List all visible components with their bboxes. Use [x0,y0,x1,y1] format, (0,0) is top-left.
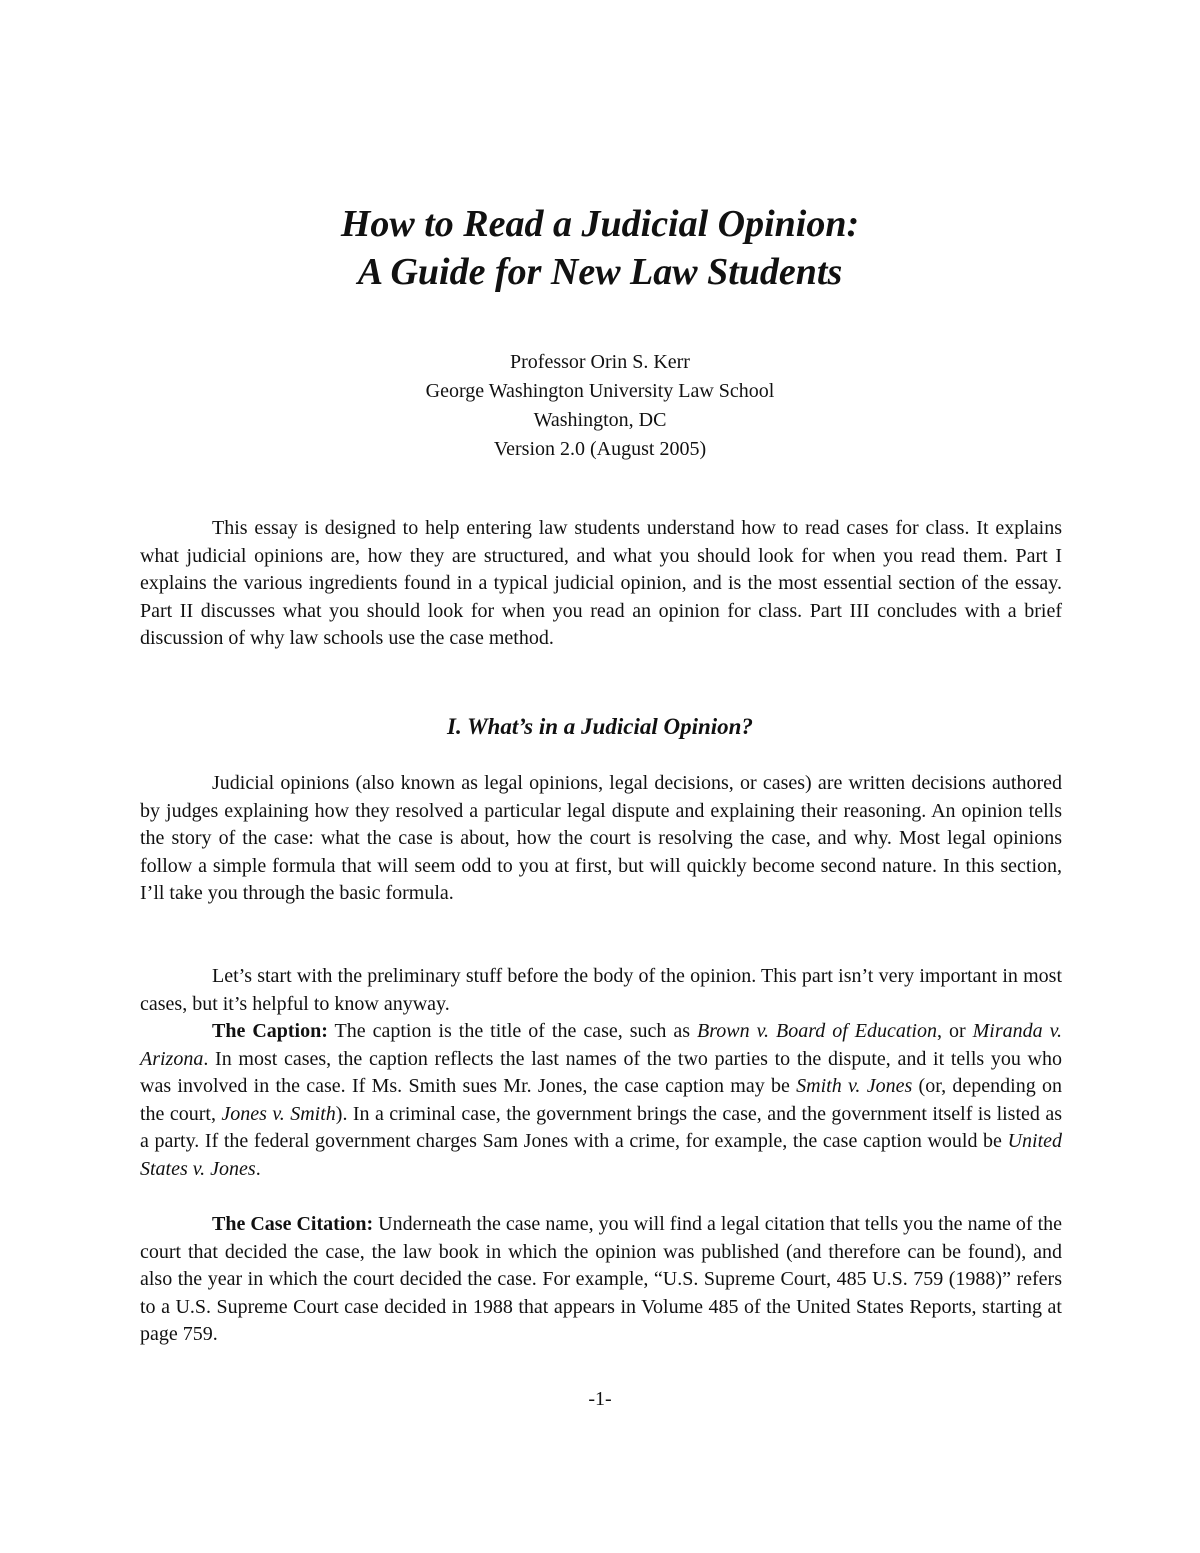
preliminary-paragraph: Let’s start with the preliminary stuff before the body of the opinion. This part isn’t very important in most cases, but it’s helpful to know anyway. [140,965,1062,1015]
caption-text-4: (or, depending on the court, [140,1075,1062,1125]
case-citation-term: The Case Citation: [212,1213,374,1235]
case-citation-paragraph [140,1211,1062,1349]
case-name-smith-v-jones: Smith v. Jones [796,1075,913,1097]
caption-text-2: , or [936,1020,973,1042]
caption-text-5: ). In a criminal case, the government brings the case, and the government itself is listed as a party. If the federal government charges Sam Jones with a crime, for example, the case caption would be [140,1102,1062,1152]
author-institution: George Washington University Law School [425,380,775,402]
intro-paragraph: This essay is designed to help entering law students understand how to read cases for class. It explains what judicial opinions are, how they are structured, and what you should look for when you read them. Part I explains the various ingredients found in a typical judicial opinion, and is the most essential section of the essay. Part II discusses what you should look for when you read an opinion for class. Part III concludes with a brief discussion of why law schools use the case method. [140,517,1062,649]
document-title-line-2: A Guide for New Law Students [357,251,843,293]
caption-paragraph [140,1018,1062,1183]
caption-text-1: The caption is the title of the case, such as [327,1020,698,1042]
case-name-miranda: Miranda v. Arizona [140,1020,1062,1070]
caption-term: The Caption: [212,1020,328,1042]
case-name-brown: Brown v. Board of Education [697,1020,937,1042]
author-name: Professor Orin S. Kerr [510,351,690,373]
document-version: Version 2.0 (August 2005) [493,438,707,460]
author-block [0,348,1200,464]
case-name-jones-v-smith: Jones v. Smith [221,1102,336,1125]
author-location: Washington, DC [533,409,667,431]
case-name-united-states-v-jones: United States v. Jones [140,1130,1062,1180]
case-citation-text: Underneath the case name, you will find a legal citation that tells you the name of the court that decided the case, the law book in which the opinion was published (and therefore can be found), and also the year in which the court decided the case. For example, “U.S. Supreme Court, 485 U.S. 759 (1988)” refers to a U.S. Supreme Court case decided in 1988 that appears in Volume 485 of the United States Reports, starting at page 759. [140,1213,1062,1345]
caption-text-3: . In most cases, the caption reflects the last names of the two parties to the dispute, and it tells you who was involved in the case. If Ms. Smith sues Mr. Jones, the case caption may be [140,1047,1062,1097]
judicial-opinions-paragraph: Judicial opinions (also known as legal opinions, legal decisions, or cases) are written decisions authored by judges explaining how they resolved a particular legal dispute and explaining their reasoning. An opinion tells the story of the case: what the case is about, how the court is resolving the case, and why. Most legal opinions follow a simple formula that will seem odd to you at first, but will quickly become second nature. In this section, I’ll take you through the basic formula. [140,772,1062,904]
document-title-line-1: How to Read a Judicial Opinion: [340,203,860,245]
section-heading: I. What’s in a Judicial Opinion? [447,714,753,739]
page-number: -1- [588,1388,612,1410]
caption-text-6: . [255,1157,261,1180]
